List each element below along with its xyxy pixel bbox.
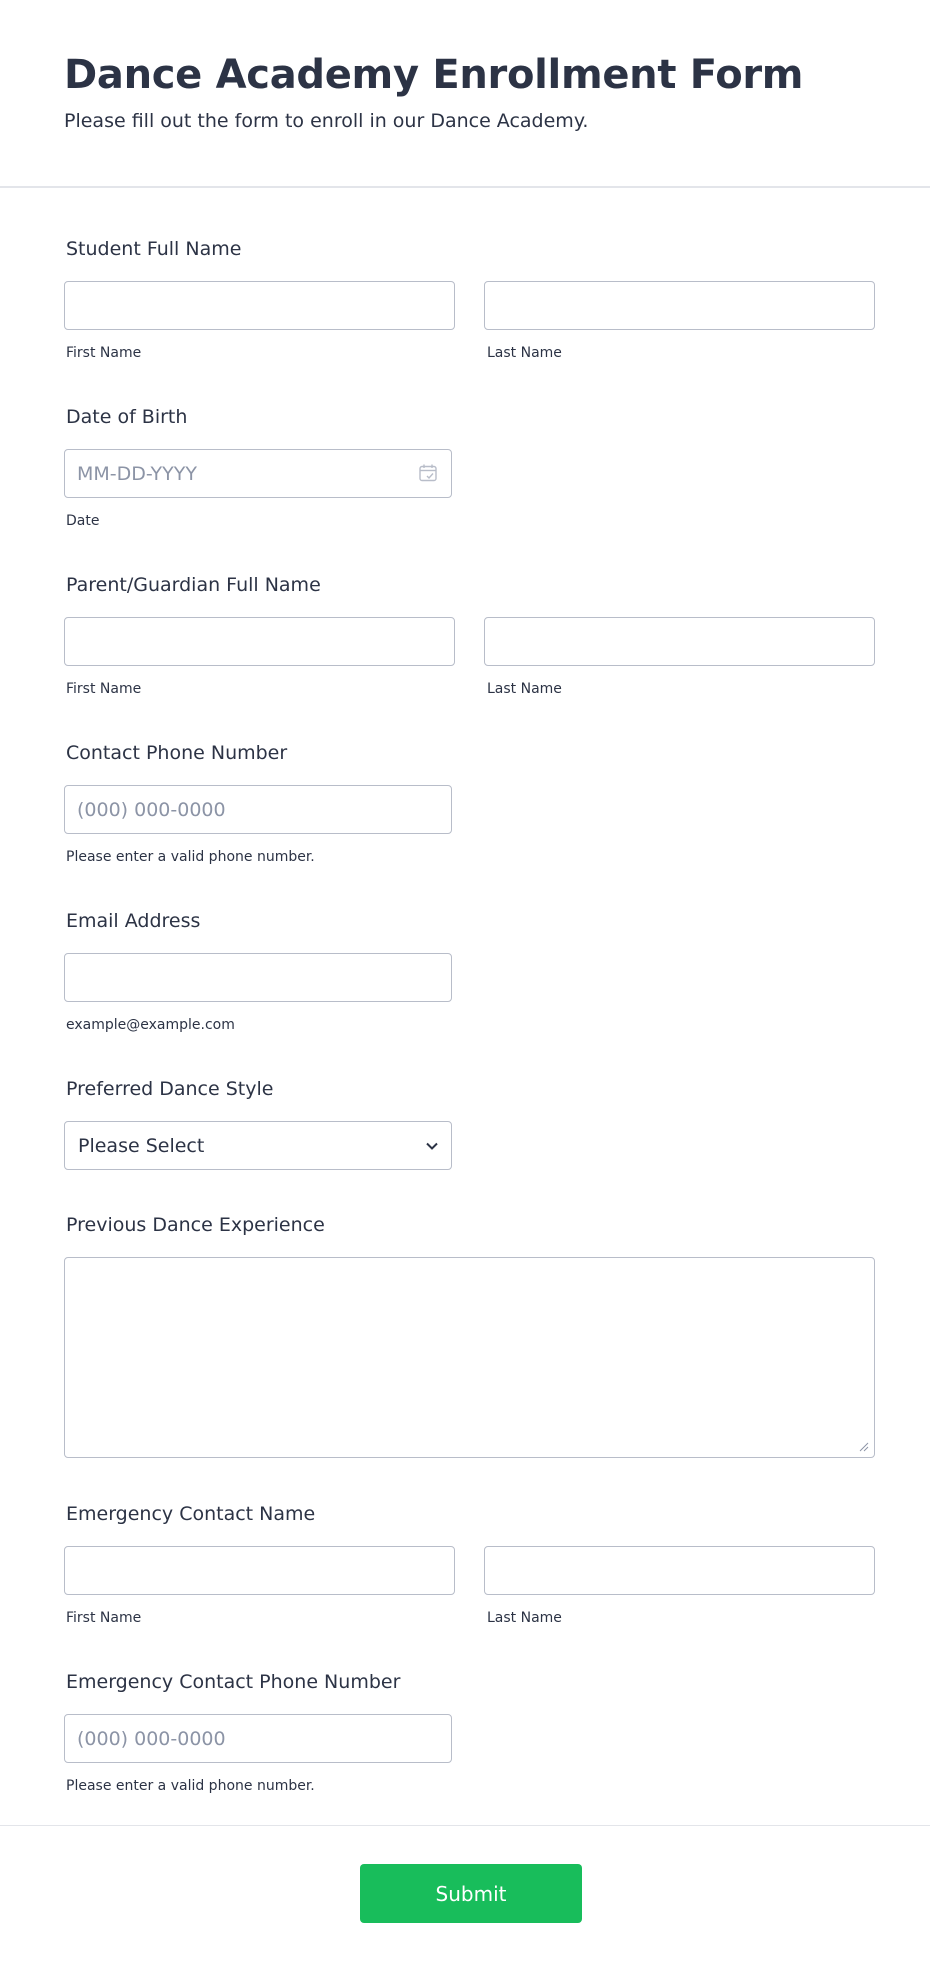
footer-divider [0, 1825, 930, 1826]
email-label: Email Address [66, 910, 201, 932]
experience-label: Previous Dance Experience [66, 1214, 325, 1236]
emergency-phone-label: Emergency Contact Phone Number [66, 1671, 401, 1693]
parent-first-name-sublabel: First Name [66, 681, 142, 697]
dance-style-select[interactable] [64, 1121, 452, 1170]
experience-textarea[interactable] [64, 1257, 875, 1458]
chevron-down-icon [425, 1139, 439, 1153]
student-last-name-input[interactable] [484, 281, 875, 330]
emergency-name-label: Emergency Contact Name [66, 1503, 316, 1525]
email-input[interactable] [64, 953, 452, 1002]
emergency-first-name-sublabel: First Name [66, 1610, 142, 1626]
emergency-first-name-input[interactable] [64, 1546, 455, 1595]
student-last-name-sublabel: Last Name [487, 345, 562, 361]
email-sublabel: example@example.com [66, 1017, 235, 1033]
parent-last-name-input[interactable] [484, 617, 875, 666]
submit-button[interactable]: Submit [360, 1864, 582, 1923]
parent-last-name-sublabel: Last Name [487, 681, 562, 697]
phone-input[interactable] [64, 785, 452, 834]
emergency-phone-input[interactable] [64, 1714, 452, 1763]
parent-name-label: Parent/Guardian Full Name [66, 574, 321, 596]
form-header [0, 0, 930, 188]
emergency-last-name-sublabel: Last Name [487, 1610, 562, 1626]
phone-label: Contact Phone Number [66, 742, 288, 764]
dance-style-selected-value: Please Select [78, 1135, 205, 1157]
parent-first-name-input[interactable] [64, 617, 455, 666]
emergency-last-name-input[interactable] [484, 1546, 875, 1595]
student-name-label: Student Full Name [66, 238, 242, 260]
dance-style-label: Preferred Dance Style [66, 1078, 274, 1100]
phone-sublabel: Please enter a valid phone number. [66, 849, 315, 865]
page-title: Dance Academy Enrollment Form [64, 52, 804, 98]
page-subtitle: Please fill out the form to enroll in our Dance Academy. [64, 110, 589, 132]
student-first-name-sublabel: First Name [66, 345, 142, 361]
dob-label: Date of Birth [66, 406, 188, 428]
emergency-phone-sublabel: Please enter a valid phone number. [66, 1778, 315, 1794]
dob-input[interactable] [64, 449, 452, 498]
student-first-name-input[interactable] [64, 281, 455, 330]
calendar-icon[interactable] [418, 463, 438, 483]
resize-handle-icon[interactable] [859, 1442, 869, 1452]
dob-sublabel: Date [66, 513, 100, 529]
